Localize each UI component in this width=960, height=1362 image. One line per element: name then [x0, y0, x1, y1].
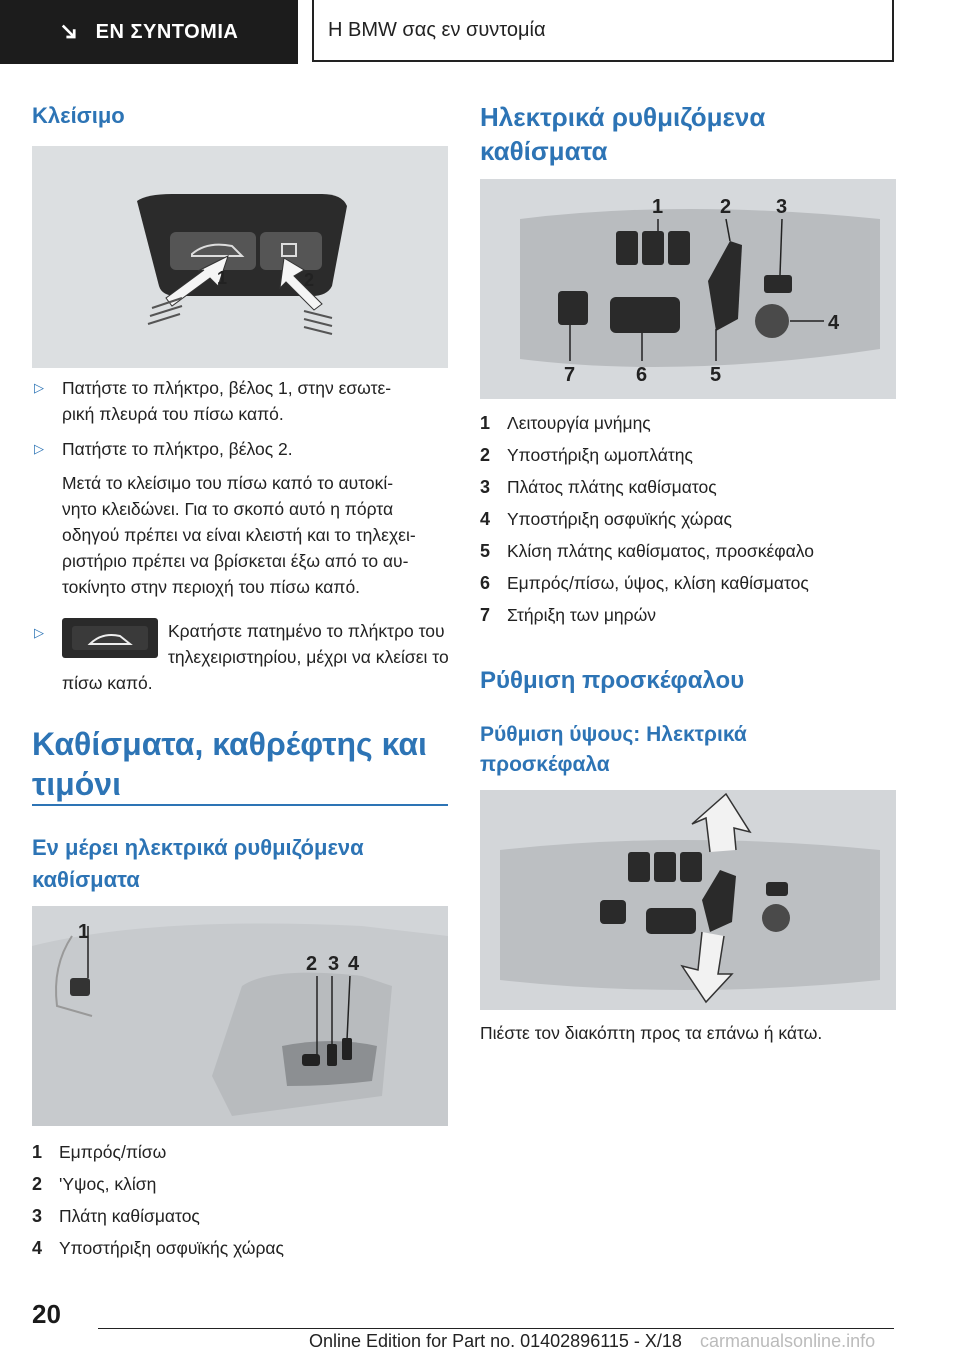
list-item: 7 Στήριξη των μηρών: [480, 604, 657, 625]
headrest-heading: Ρύθμιση προσκέφαλου: [480, 667, 745, 694]
chapter-title: H BMW σας εν συντομία: [312, 0, 894, 62]
section-divider: [32, 804, 448, 806]
callout-label: 2: [720, 196, 732, 218]
section-tab-label: ΕΝ ΣΥΝΤΟΜΙΑ: [95, 20, 239, 43]
online-edition-note: Online Edition for Part no. 01402896115 - X/18: [309, 1331, 682, 1351]
footer-divider: [98, 1328, 894, 1329]
callout-label: 4: [828, 312, 840, 334]
bullet-text-line3: πίσω καπό.: [62, 673, 153, 693]
callout-label: 4: [348, 953, 360, 975]
callout-label: 6: [636, 364, 648, 386]
list-item: 3 Πλάτος πλάτης καθίσματος: [480, 476, 717, 497]
electric-seats-heading: Ηλεκτρικά ρυθμιζόμενα καθίσματα: [480, 102, 766, 166]
bullet-text: Πατήστε το πλήκτρο, βέλος 1, στην εσωτε- ρική πλευρά του πίσω καπό.: [62, 378, 392, 424]
electric-controls-list: [480, 407, 814, 631]
height-adjust-text: Πιέστε τον διακόπτη προς τα επάνω ή κάτω.: [480, 1023, 823, 1043]
bullet-text-line2: τηλεχειριστηρίου, μέχρι να κλείσει το: [168, 647, 449, 667]
seat-controls-list: [32, 1136, 284, 1264]
quick-arrow-icon: [60, 21, 82, 43]
callout-label: 5: [710, 364, 722, 386]
callout-label: 1: [78, 921, 90, 943]
list-item: 2 Υποστήριξη ωμοπλάτης: [480, 444, 693, 465]
list-item: 3 Πλάτη καθίσματος: [32, 1205, 200, 1226]
closing-heading: Κλείσιμο: [32, 103, 125, 128]
callout-label: 3: [776, 196, 788, 218]
callout-label: 7: [564, 364, 576, 386]
watermark: carmanualsonline.info: [700, 1331, 876, 1351]
height-adjust-heading: Ρύθμιση ύψους: Ηλεκτρικά προσκέφαλα: [480, 723, 747, 776]
partial-electric-seat-image: [32, 906, 448, 1126]
list-item: 6 Εμπρός/πίσω, ύψος, κλίση καθίσματος: [480, 572, 809, 593]
list-item: 4 Υποστήριξη οσφυϊκής χώρας: [480, 508, 732, 529]
electric-seat-controls-image: [480, 179, 896, 399]
callout-label: 2: [304, 270, 315, 290]
remote-trunk-button-icon: [62, 618, 158, 658]
trunk-buttons-image: [32, 146, 448, 368]
closing-step-1: [34, 375, 454, 427]
page-header: [0, 0, 960, 66]
list-item: 5 Κλίση πλάτης καθίσματος, προσκέφαλο: [480, 540, 814, 561]
list-item: 1 Λειτουργία μνήμης: [480, 412, 651, 433]
bullet-triangle-icon: ▷: [34, 625, 44, 640]
bullet-triangle-icon: ▷: [34, 380, 44, 395]
callout-label: 1: [217, 268, 228, 288]
callout-label: 2: [306, 953, 318, 975]
callout-label: 3: [328, 953, 340, 975]
bullet-text: Πατήστε το πλήκτρο, βέλος 2.: [62, 439, 293, 459]
remote-step: [34, 618, 454, 696]
callout-label: 1: [652, 196, 664, 218]
closing-paragraph: Μετά το κλείσιμο του πίσω καπό το αυτοκί- νητο κλειδώνει. Για το σκοπό αυτό η πόρτα οδηγού πρέπει να είναι κλειστή και το τηλεχει- ριστήριο πρέπει να βρίσκεται έξω από το αυ- τοκίνητο στην περιοχή του πίσω καπό.: [62, 473, 416, 597]
page-number: 20: [32, 1299, 61, 1329]
sub-heading-partial-electric: Εν μέρει ηλεκτρικά ρυθμιζόμενα καθίσματα: [32, 835, 364, 892]
bullet-text-line1: Κρατήστε πατημένο το πλήκτρο του: [168, 621, 445, 641]
list-item: 4 Υποστήριξη οσφυϊκής χώρας: [32, 1237, 284, 1258]
section-tab: [0, 0, 298, 64]
bullet-triangle-icon: ▷: [34, 441, 44, 456]
closing-step-2: [34, 436, 454, 462]
headrest-switch-image: [480, 790, 896, 1010]
list-item: 2 'Υψος, κλίση: [32, 1173, 157, 1194]
list-item: 1 Εμπρός/πίσω: [32, 1141, 167, 1162]
section-heading: Καθίσματα, καθρέφτης και τιμόνι: [32, 726, 427, 802]
